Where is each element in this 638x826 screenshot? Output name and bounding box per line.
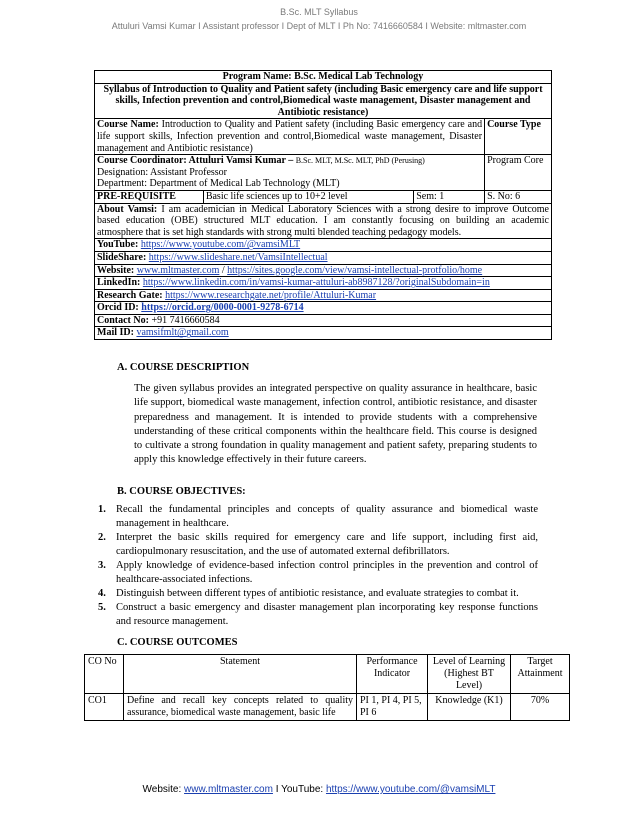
researchgate-link[interactable]: https://www.researchgate.net/profile/Attuluri-Kumar xyxy=(165,289,377,301)
objective-number: 3. xyxy=(98,559,106,571)
course-name-value: Introduction to Quality and Patient safety (including Basic emergency care and life support skills, Infection prevention and control,Biomedical waste management, Disaster management and Antibiotic resistance) xyxy=(97,119,483,154)
co-level: Knowledge (K1) xyxy=(428,694,511,721)
objective-number: 2. xyxy=(98,531,106,543)
slideshare-row xyxy=(95,251,552,264)
objective-number: 1. xyxy=(98,504,106,515)
coordinator-cell xyxy=(95,155,485,191)
mail-label: Mail ID: xyxy=(97,327,134,339)
header-author-line: Attuluri Vamsi Kumar I Assistant professor I Dept of MLT I Ph No: 7416660584 I Website: mltmaster.com xyxy=(111,21,527,31)
linkedin-label: LinkedIn: xyxy=(97,277,141,289)
objective-text: Apply knowledge of evidence-based infection control principles in the prevention and control of healthcare-associated infections. xyxy=(116,559,538,585)
about-cell xyxy=(95,203,552,239)
contact-label: Contact No: xyxy=(97,314,149,326)
portfolio-link[interactable]: https://sites.google.com/view/vamsi-intellectual-protfolio/home xyxy=(227,264,483,276)
course-objectives-heading: B. COURSE OBJECTIVES: xyxy=(117,486,246,497)
header-course-title: B.Sc. MLT Syllabus xyxy=(280,7,358,17)
website-separator: / xyxy=(219,264,228,276)
course-type-label: Course Type xyxy=(485,119,552,155)
objective-item xyxy=(98,559,538,587)
coordinator-label: Course Coordinator: Attuluri Vamsi Kumar – xyxy=(97,155,296,167)
website-link[interactable]: www.mltmaster.com xyxy=(136,264,220,276)
coordinator-quals: B.Sc. MLT, M.Sc. MLT, PhD (Perusing) xyxy=(295,156,425,166)
designation: Designation: Assistant Professor xyxy=(97,166,227,178)
about-label: About Vamsi: xyxy=(97,203,158,215)
objective-text: Distinguish between different types of antibiotic resistance, and evaluate strategies to combat it. xyxy=(116,587,519,599)
syllabus-title: Syllabus of Introduction to Quality and Patient safety (including Basic emergency care and life support skills, Infection prevention and control,Biomedical waste management, Disaster management and Antibiotic resistance) xyxy=(95,83,552,119)
orcid-link[interactable]: https://orcid.org/0000-0001-9278-6714 xyxy=(141,302,304,314)
youtube-link[interactable]: https://www.youtube.com/@vamsiMLT xyxy=(140,239,301,251)
course-name-cell xyxy=(95,119,485,155)
objective-item xyxy=(98,601,538,629)
objective-number: 4. xyxy=(98,587,106,599)
objective-item xyxy=(98,531,538,559)
table-header-row xyxy=(85,655,570,694)
researchgate-row xyxy=(95,289,552,302)
sem-value: Sem: 1 xyxy=(414,190,485,203)
course-description-text: The given syllabus provides an integrated perspective on quality assurance in healthcare, basic life support, biomedical waste management, infection control, antibiotic resistance, and disaster preparedness and management. It is intended to provide students with a comprehensive understanding of these critical components within the healthcare field. This course is designed to cultivate a strong foundation in quality management and patient safety, preparing students to apply this knowledge effectively in their future careers. xyxy=(134,383,537,466)
sno-value: S. No: 6 xyxy=(485,190,552,203)
co-statement: Define and recall key concepts related to quality assurance, biomedical waste management, basic life xyxy=(124,694,357,721)
course-outcomes-table xyxy=(84,654,570,721)
objective-text: Construct a basic emergency and disaster management plan incorporating key response functions and resource management. xyxy=(116,601,538,627)
objective-item xyxy=(98,587,538,601)
objectives-list xyxy=(98,503,538,629)
column-header-statement: Statement xyxy=(124,655,357,694)
website-row xyxy=(95,264,552,277)
youtube-row xyxy=(95,239,552,252)
about-text: I am academician in Medical Laboratory Sciences with a strong desire to improve Outcome based education (OBE) structured MLT education. I am constantly focusing on building an academic atmosphere that is set high standards with strong multi blended teaching pedagogy models. xyxy=(97,203,549,238)
linkedin-row xyxy=(95,277,552,290)
table-row xyxy=(85,694,570,721)
slideshare-label: SlideShare: xyxy=(97,251,147,263)
prereq-label: PRE-REQUISITE xyxy=(95,190,204,203)
footer-website-label: Website: xyxy=(142,784,185,795)
prereq-value: Basic life sciences up to 10+2 level xyxy=(203,190,413,203)
program-name: Program Name: B.Sc. Medical Lab Technology xyxy=(95,71,552,84)
objective-item xyxy=(98,503,538,531)
orcid-label: Orcid ID: xyxy=(97,302,142,314)
course-info-table xyxy=(94,70,552,340)
objective-text: Interpret the basic skills required for emergency care and life support, including first aid, cardiopulmonary resuscitation, and the use of automated external defibrillators. xyxy=(116,531,538,557)
page-footer xyxy=(0,784,638,795)
course-name-label: Course Name: xyxy=(97,119,159,131)
objective-number: 5. xyxy=(98,601,106,613)
mail-row xyxy=(95,327,552,340)
footer-separator: I YouTube: xyxy=(272,784,326,795)
course-outcomes-heading: C. COURSE OUTCOMES xyxy=(117,637,238,648)
program-core: Program Core xyxy=(485,155,552,191)
course-description-heading: A. COURSE DESCRIPTION xyxy=(117,362,250,373)
column-header-performance-indicator: Performance Indicator xyxy=(357,655,428,694)
website-label: Website: xyxy=(97,264,135,276)
footer-youtube-link[interactable]: https://www.youtube.com/@vamsiMLT xyxy=(325,784,496,795)
department: Department: Department of Medical Lab Technology (MLT) xyxy=(97,178,340,190)
co-target: 70% xyxy=(511,694,570,721)
youtube-label: YouTube: xyxy=(97,239,139,251)
slideshare-link[interactable]: https://www.slideshare.net/VamsiIntellectual xyxy=(148,251,328,263)
mail-link[interactable]: vamsifmlt@gmail.com xyxy=(136,327,229,339)
co-number: CO1 xyxy=(85,694,124,721)
orcid-row xyxy=(95,302,552,315)
linkedin-link[interactable]: https://www.linkedin.com/in/vamsi-kumar-attuluri-ab8987128/?originalSubdomain=in xyxy=(142,277,490,289)
objective-text: Recall the fundamental principles and concepts of quality assurance and biomedical waste management in healthcare. xyxy=(116,504,538,529)
contact-value: +91 7416660584 xyxy=(148,314,220,326)
co-performance-indicator: PI 1, PI 4, PI 5, PI 6 xyxy=(357,694,428,721)
contact-row xyxy=(95,314,552,327)
researchgate-label: Research Gate: xyxy=(97,289,163,301)
column-header-level-of-learning: Level of Learning (Highest BT Level) xyxy=(428,655,511,694)
footer-website-link[interactable]: www.mltmaster.com xyxy=(184,784,273,795)
column-header-co-no: CO No xyxy=(85,655,124,694)
column-header-target-attainment: Target Attainment xyxy=(511,655,570,694)
